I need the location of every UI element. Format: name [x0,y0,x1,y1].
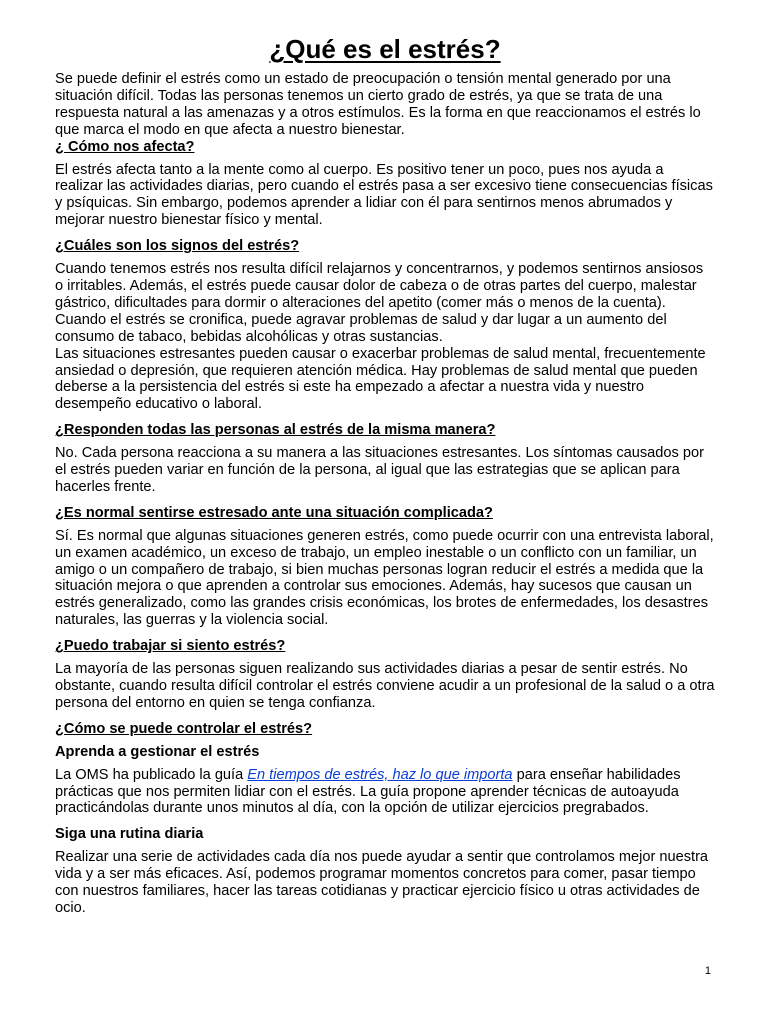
subheading-rutina: Siga una rutina diaria [55,826,204,843]
section-paragraph: Las situaciones estresantes pueden causar o exacerbar problemas de salud mental, frecuentemente ansiedad o depresión, que requieren atención médica. Hay problemas de salud mental que pueden deberse a la persistencia del estrés si este ha empezado a afectar a nuestra vida y nuestro desempeño educativo o laboral. [55,345,706,413]
section-paragraph: Realizar una serie de actividades cada día nos puede ayudar a sentir que controlamos mejor nuestra vida y a ser más eficaces. Así, podemos programar momentos concretos para comer, pasar tiempo con nuestros familiares, hacer las tareas cotidianas y practicar ejercicio físico u otras actividades de ocio. [55,849,709,916]
oms-guide-link[interactable]: En tiempos de estrés, haz lo que importa [247,766,513,783]
section-paragraph: Cuando tenemos estrés nos resulta difícil relajarnos y concentrarnos, y podemos sentirnos ansiosos o irritables. Además, el estrés puede causar dolor de cabeza o de otras partes del cuerpo, malestar gástrico, dificultades para dormir o alteraciones del apetito (comer más o menos de la cuenta). Cuando el estrés se cronifica, puede agravar problemas de salud y dar lugar a un aumento del consumo de tabaco, bebidas alcohólicas y otras sustancias. [55,261,704,345]
intro-paragraph: Se puede definir el estrés como un estado de preocupación o tensión mental generado por una situación difícil. Todas las personas tenemos un cierto grado de estrés, ya que se trata de una respuesta natural a las amenazas y a otros estímulos. Es la forma en que reaccionamos el estrés lo que marca el modo en que afecta a nuestro bienestar. [55,71,701,138]
section-paragraph: No. Cada persona reacciona a su manera a las situaciones estresantes. Los síntomas causados por el estrés pueden variar en función de la persona, al igual que las estrategias que se aplican para hacerles frente. [55,445,704,495]
oms-text-after: para enseñar habilidades prácticas que nos permiten lidiar con el estrés. La guía propone aprender técnicas de autoayuda practicándolas durante unos minutos al día, con la opción de utilizar ejercicios pregrabados. [55,766,681,817]
section-paragraph: La mayoría de las personas siguen realizando sus actividades diarias a pesar de sentir estrés. No obstante, cuando resulta difícil controlar el estrés conviene acudir a un profesional de la salud o a otra persona del entorno en quien se tenga confianza. [55,661,715,711]
section-paragraph: El estrés afecta tanto a la mente como al cuerpo. Es positivo tener un poco, pues nos ayuda a realizar las actividades diarias, pero cuando el estrés pasa a ser excesivo tiene consecuencias físicas y psíquicas. Sin embargo, podemos aprender a lidiar con él para sentirnos menos abrumados y mejorar nuestro bienestar físico y mental. [55,161,713,229]
document-title: ¿Qué es el estrés? [269,34,501,64]
section-heading-trabajar: ¿Puedo trabajar si siento estrés? [55,638,286,655]
section-paragraph-oms [55,767,715,818]
section-heading-normal: ¿Es normal sentirse estresado ante una situación complicada? [55,504,493,521]
page-number: 1 [704,965,711,977]
section-heading-signos: ¿Cuáles son los signos del estrés? [55,238,300,255]
section-paragraph: Sí. Es normal que algunas situaciones generen estrés, como puede ocurrir con una entrevista laboral, un examen académico, un exceso de trabajo, un empleo inestable o un conflicto con un familiar, un amigo o un compañero de trabajo, si bien muchas personas logran reducir el estrés a medida que la situación mejora o que aprenden a controlar sus emociones. Además, hay sucesos que causan un estrés generalizado, como las grandes crisis económicas, los brotes de enfermedades, los desastres naturales, las guerras y la violencia social. [55,527,714,629]
subheading-gestionar: Aprenda a gestionar el estrés [55,743,260,760]
section-heading-responden: ¿Responden todas las personas al estrés de la misma manera? [55,422,496,439]
section-heading-como-nos-afecta: ¿ Cómo nos afecta? [55,138,195,155]
oms-text-before: La OMS ha publicado la guía [55,766,248,783]
document-page [55,32,715,926]
section-heading-controlar: ¿Cómo se puede controlar el estrés? [55,720,313,737]
